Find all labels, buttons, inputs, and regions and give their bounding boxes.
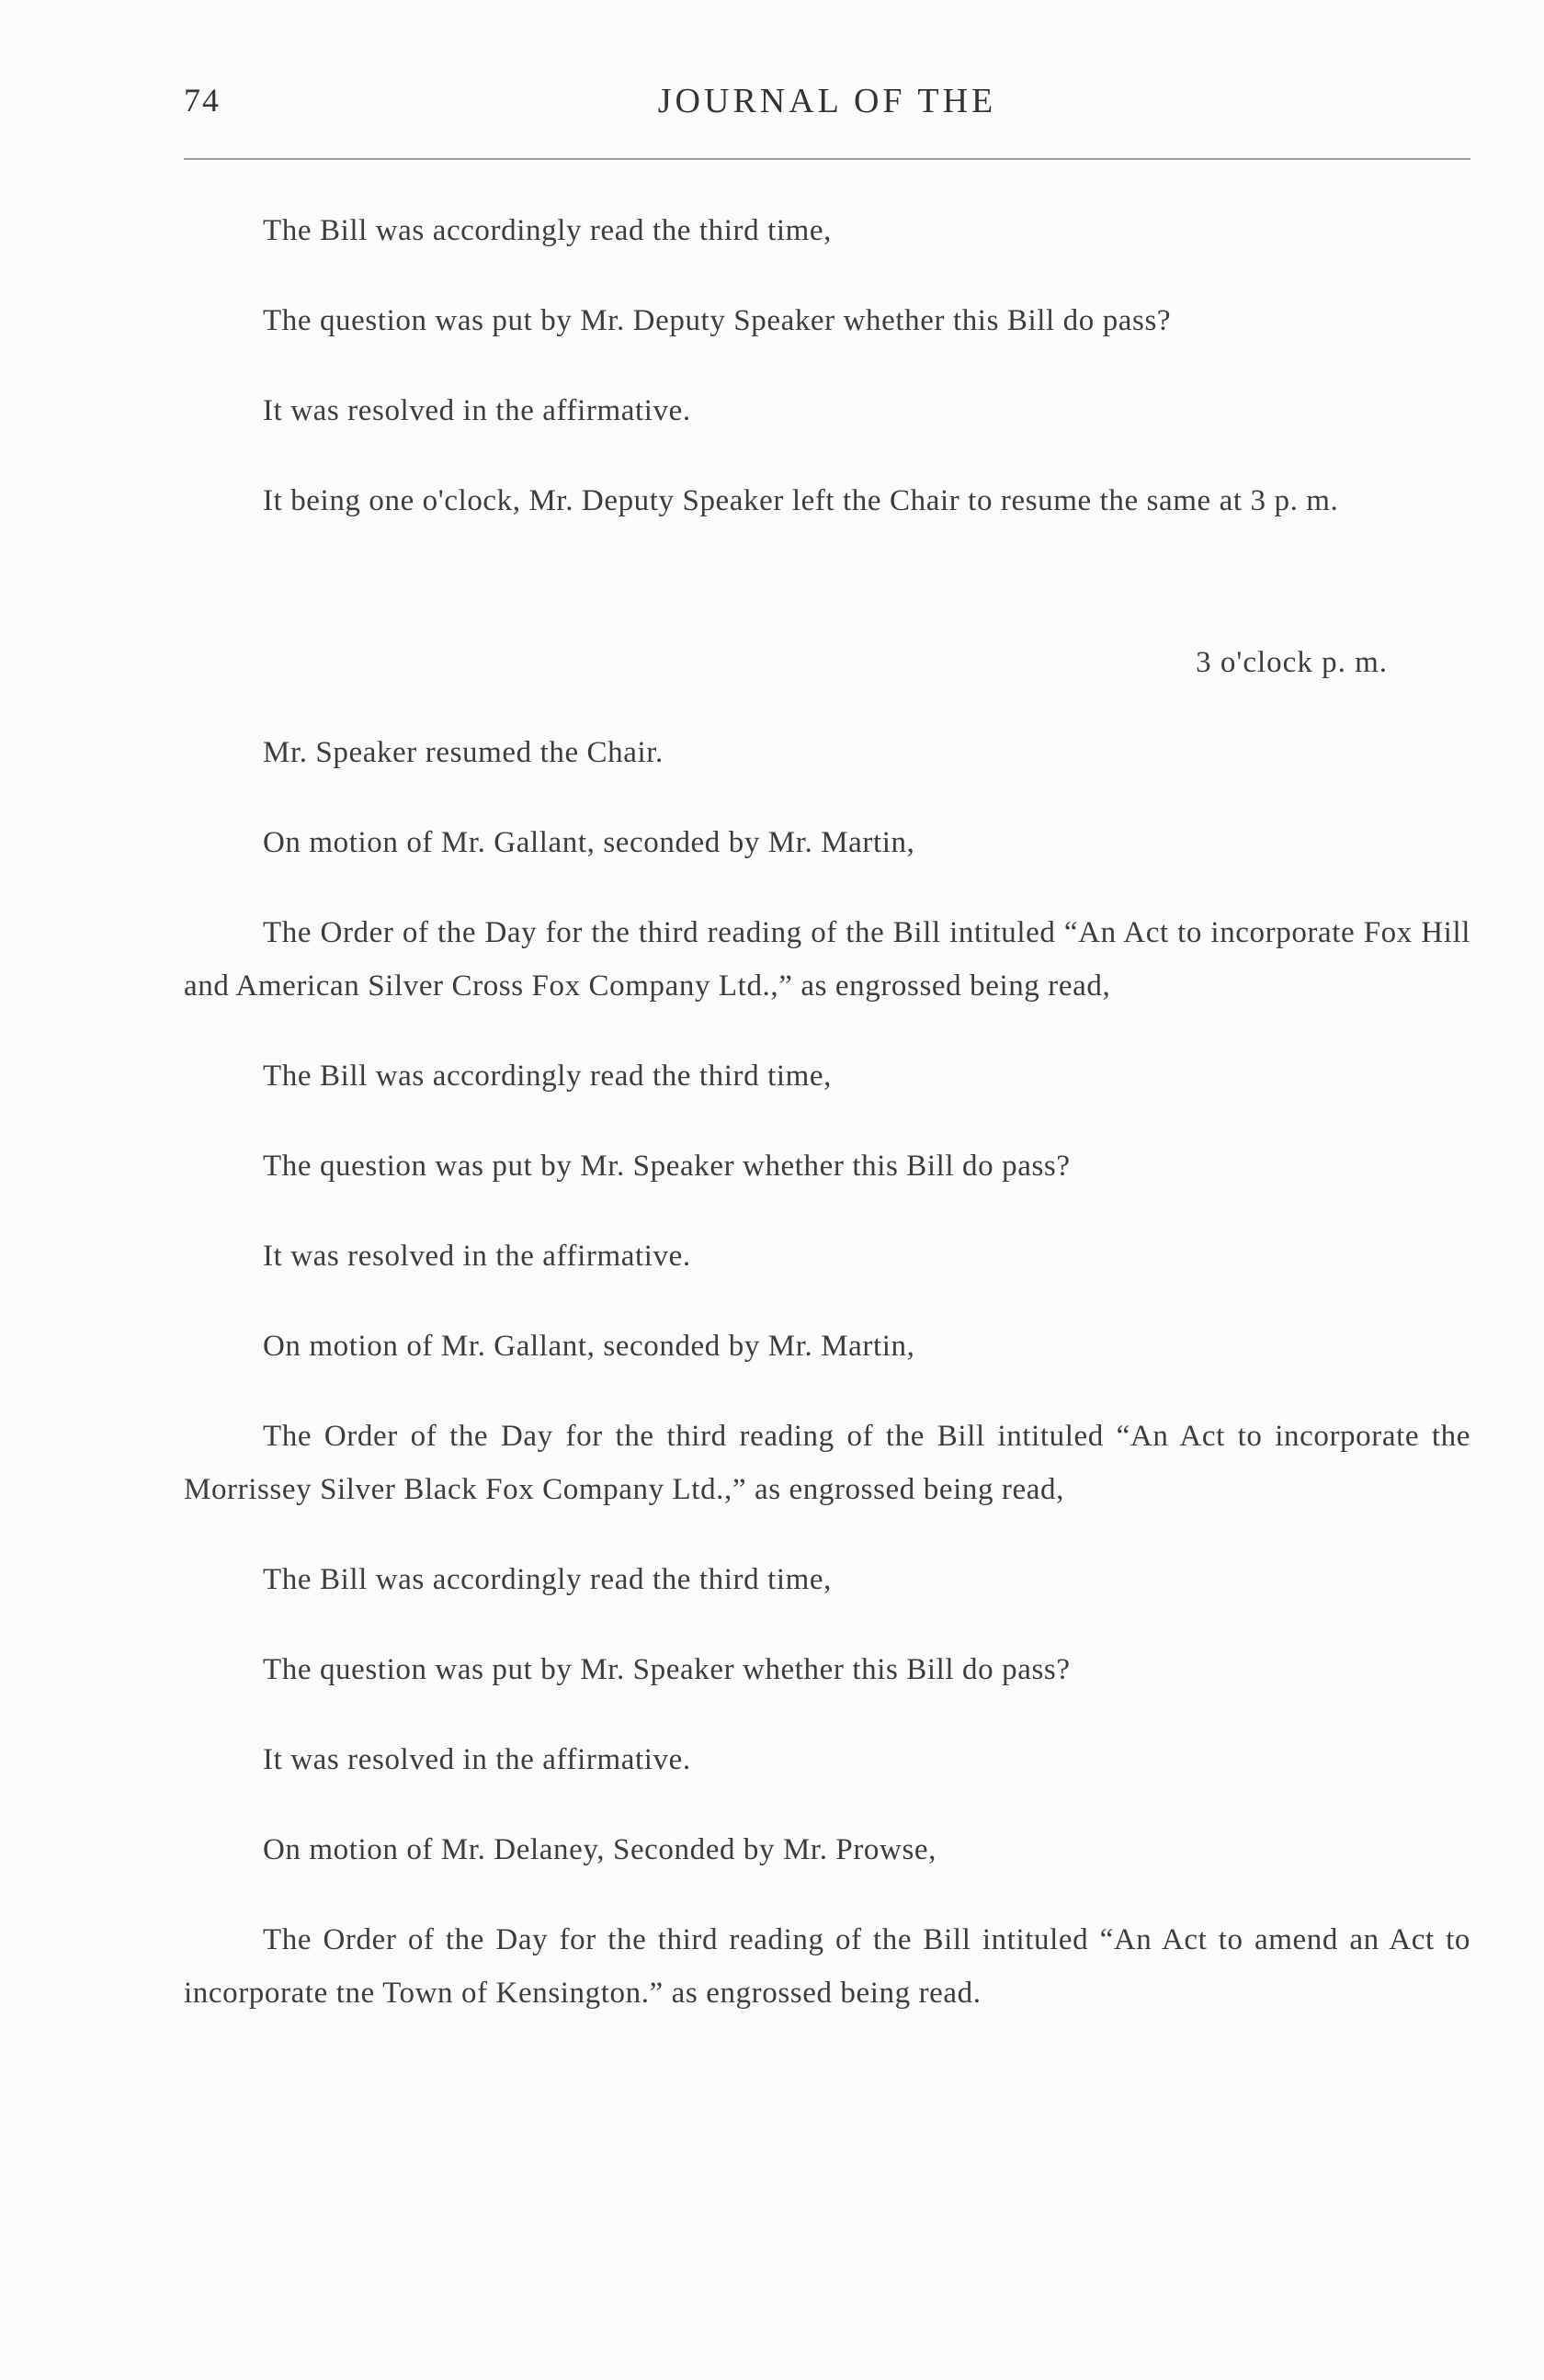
running-head: JOURNAL OF THE	[657, 82, 997, 120]
page-number: 74	[184, 82, 221, 119]
paragraph: The question was put by Mr. Deputy Speaker whether this Bill do pass?	[263, 304, 1172, 337]
journal-body	[184, 204, 1470, 2057]
paragraph: It was resolved in the affirmative.	[263, 1240, 691, 1273]
time-heading: 3 o'clock p. m.	[1196, 646, 1388, 679]
paragraph: Mr. Speaker resumed the Chair.	[263, 736, 664, 769]
paragraph: The question was put by Mr. Speaker whether this Bill do pass?	[263, 1653, 1071, 1686]
paragraph: The Order of the Day for the third reading of the Bill intituled “An Act to incorporate Fox Hill and American Silver Cross Fox Company Ltd.,” as engrossed being read,	[184, 916, 1470, 1003]
paragraph: The Order of the Day for the third reading of the Bill intituled “An Act to amend an Act to incorporate tne Town of Kensington.” as engrossed being read.	[184, 1923, 1470, 2010]
paragraph: The Bill was accordingly read the third time,	[263, 1060, 832, 1093]
paragraph: The Order of the Day for the third reading of the Bill intituled “An Act to incorporate the Morrissey Silver Black Fox Company Ltd.,” as engrossed being read,	[184, 1420, 1470, 1506]
paragraph: It was resolved in the affirmative.	[263, 394, 691, 427]
paragraph: On motion of Mr. Delaney, Seconded by Mr. Prowse,	[263, 1833, 937, 1866]
paragraph: It was resolved in the affirmative.	[263, 1743, 691, 1776]
paragraph: The Bill was accordingly read the third time,	[263, 1563, 832, 1596]
header-rule	[184, 158, 1470, 160]
paragraph: The question was put by Mr. Speaker whether this Bill do pass?	[263, 1150, 1071, 1183]
page-header	[184, 81, 1470, 145]
paragraph: It being one o'clock, Mr. Deputy Speaker left the Chair to resume the same at 3 p. m.	[263, 484, 1339, 517]
paragraph: On motion of Mr. Gallant, seconded by Mr. Martin,	[263, 1330, 915, 1363]
paragraph: On motion of Mr. Gallant, seconded by Mr. Martin,	[263, 826, 915, 859]
paragraph: The Bill was accordingly read the third time,	[263, 214, 832, 247]
